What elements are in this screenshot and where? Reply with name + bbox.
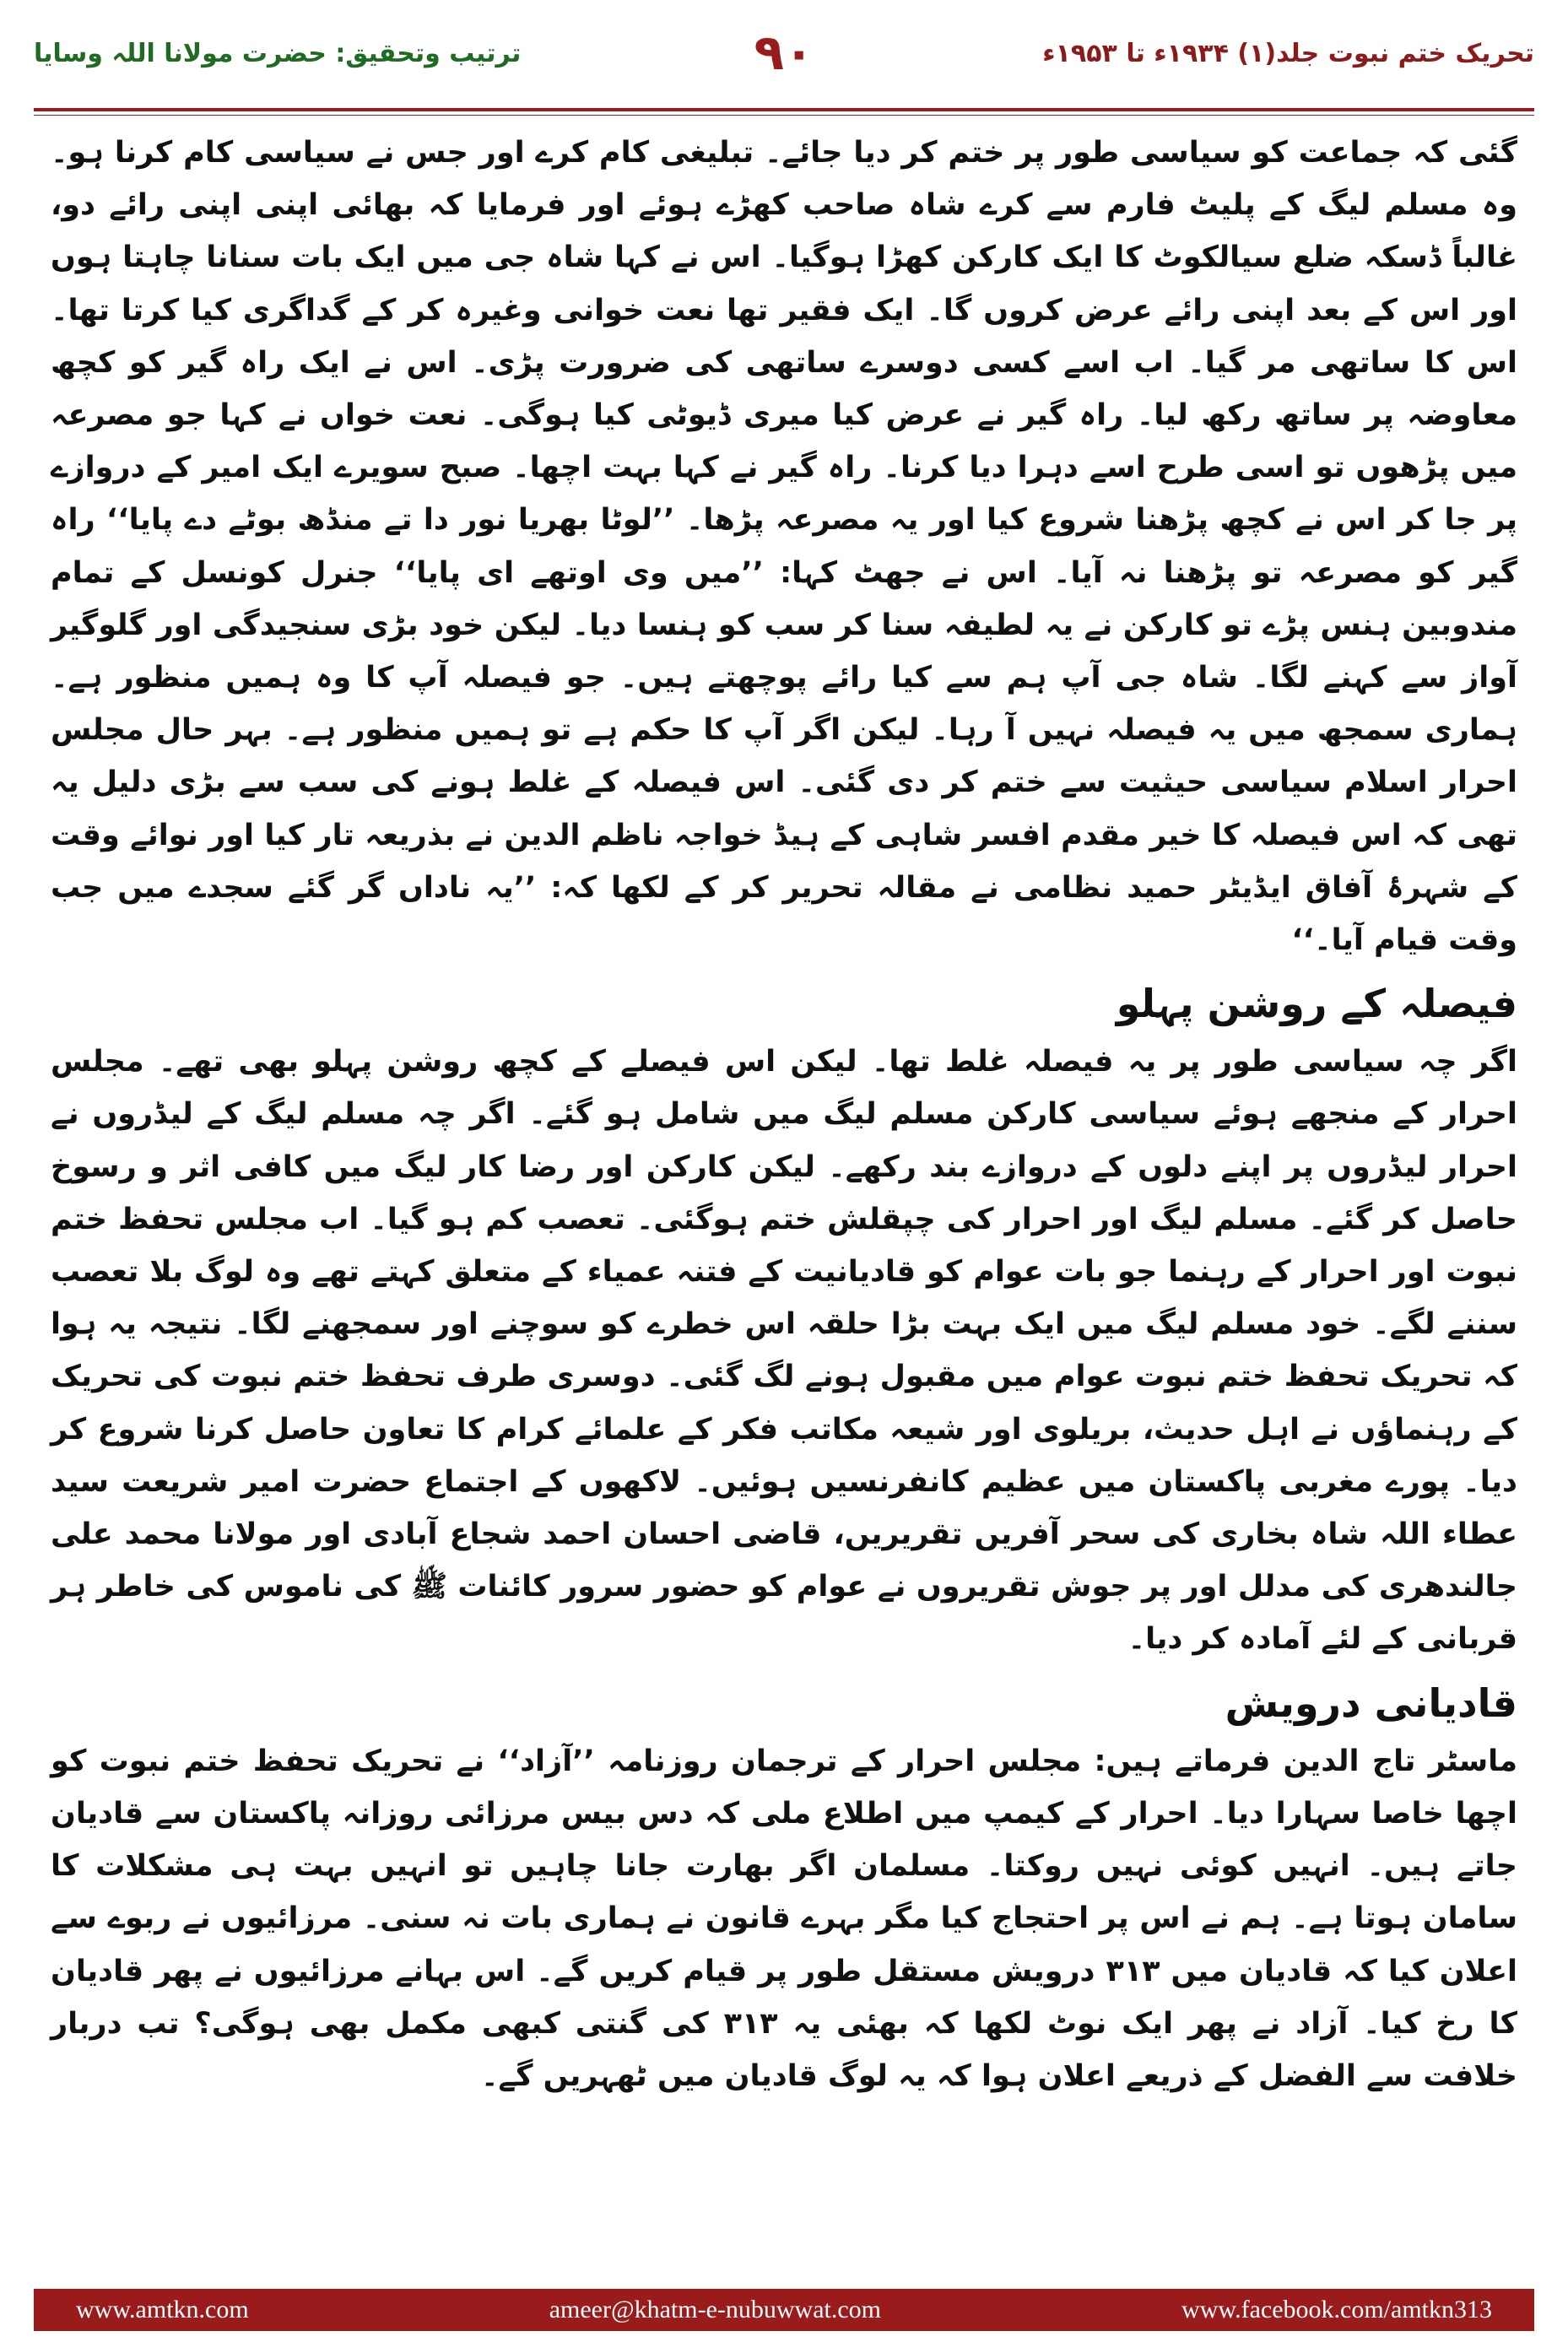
header-divider: [34, 108, 1534, 111]
footer-email-link[interactable]: ameer@khatm-e-nubuwwat.com: [549, 2296, 882, 2323]
footer-facebook-link[interactable]: www.facebook.com/amtkn313: [1181, 2296, 1492, 2323]
body-text: [51, 127, 1517, 2102]
section-heading-qadiani-darvesh: قادیانی درویش: [1225, 1679, 1517, 1726]
page-number: ۹۰: [754, 24, 814, 81]
paragraph-1: گئی کہ جماعت کو سیاسی طور پر ختم کر دیا جائے۔ تبلیغی کام کرے اور جس نے سیاسی کام کرنا ہو۔ وہ مسلم لیگ کے پلیٹ فارم سے کرے شاہ صاحب کھڑے ہوئے اور فرمایا کہ بھائی اپنی اپنی رائے دو، غالباً ڈسکہ ضلع سیالکوٹ کا ایک کارکن کھڑا ہوگیا۔ اس نے کہا شاہ جی میں ایک بات سنانا چاہتا ہوں اور اس کے بعد اپنی رائے عرض کروں گا۔ ایک فقیر تھا نعت خوانی وغیرہ کر کے گداگری کیا کرتا تھا۔ اس کا ساتھی مر گیا۔ اب اسے کسی دوسرے ساتھی کی ضرورت پڑی۔ اس نے ایک راہ گیر کو کچھ معاوضہ پر ساتھ رکھ لیا۔ راہ گیر نے عرض کیا میری ڈیوٹی کیا ہوگی۔ نعت خواں نے کہا جو مصرعہ میں پڑھوں تو اسی طرح اسے دہرا دیا کرنا۔ راہ گیر نے کہا بہت اچھا۔ صبح سویرے ایک امیر کے دروازے پر جا کر اس نے کچھ پڑھنا شروع کیا اور یہ مصرعہ پڑھا۔ ’’لوٹا بھریا نور دا تے منڈھ بوٹے دے پایا‘‘ راہ گیر کو مصرعہ تو پڑھنا نہ آیا۔ اس نے جھٹ کہا: ’’میں وی اوتھے ای پایا‘‘ جنرل کونسل کے تمام مندوبین ہنس پڑے تو کارکن نے یہ لطیفہ سنا کر سب کو ہنسا دیا۔ لیکن خود بڑی سنجیدگی اور گلوگیر آواز سے کہنے لگا۔ شاہ جی آپ ہم سے کیا رائے پوچھتے ہیں۔ جو فیصلہ آپ کا وہ ہمیں منظور ہے۔ ہماری سمجھ میں یہ فیصلہ نہیں آ رہا۔ لیکن اگر آپ کا حکم ہے تو ہمیں منظور ہے۔ بہر حال مجلس احرار اسلام سیاسی حیثیت سے ختم کر دی گئی۔ اس فیصلہ کے غلط ہونے کی سب سے بڑی دلیل یہ تھی کہ اس فیصلہ کا خیر مقدم افسر شاہی کے ہیڈ خواجہ ناظم الدین نے بذریعہ تار کیا اور نوائے وقت کے شہرۂ آفاق ایڈیٹر حمید نظامی نے مقالہ تحریر کر کے لکھا کہ: ’’یہ ناداں گر گئے سجدے میں جب وقت قیام آیا۔‘‘: [51, 136, 1517, 958]
section-heading-roshan-pehlu: فیصلہ کے روشن پہلو: [1116, 981, 1517, 1027]
paragraph-2: اگر چہ سیاسی طور پر یہ فیصلہ غلط تھا۔ لیکن اس فیصلے کے کچھ روشن پہلو بھی تھے۔ مجلس احرار کے منجھے ہوئے سیاسی کارکن مسلم لیگ میں شامل ہو گئے۔ اگر چہ مسلم لیگ کے لیڈروں نے احرار لیڈروں پر اپنے دلوں کے دروازے بند رکھے۔ لیکن کارکن اور رضا کار لیگ میں کافی اثر و رسوخ حاصل کر گئے۔ مسلم لیگ اور احرار کی چپقلش ختم ہوگئی۔ تعصب کم ہو گیا۔ اب مجلس تحفظ ختم نبوت اور احرار کے رہنما جو بات عوام کو قادیانیت کے فتنہ عمیاء کے متعلق کہتے تھے وہ لوگ بلا تعصب سننے لگے۔ خود مسلم لیگ میں ایک بہت بڑا حلقہ اس خطرے کو سوچنے اور سمجھنے لگا۔ نتیجہ یہ ہوا کہ تحریک تحفظ ختم نبوت عوام میں مقبول ہونے لگ گئی۔ دوسری طرف تحفظ ختم نبوت کی تحریک کے رہنماؤں نے اہل حدیث، بریلوی اور شیعہ مکاتب فکر کے علمائے کرام کا تعاون حاصل کرنا شروع کر دیا۔ پورے مغربی پاکستان میں عظیم کانفرنسیں ہوئیں۔ لاکھوں کے اجتماع حضرت امیر شریعت سید عطاء اللہ شاہ بخاری کی سحر آفریں تقریریں، قاضی احسان احمد شجاع آبادی اور مولانا محمد علی جالندھری کی مدلل اور پر جوش تقریروں نے عوام کو حضور سرور کائنات ﷺ کی ناموس کی خاطر ہر قربانی کے لئے آمادہ کر دیا۔: [51, 1045, 1517, 1657]
paragraph-3: ماسٹر تاج الدین فرماتے ہیں: مجلس احرار کے ترجمان روزنامہ ’’آزاد‘‘ نے تحریک تحفظ ختم نبوت کو اچھا خاصا سہارا دیا۔ احرار کے کیمپ میں اطلاع ملی کہ دس بیس مرزائی روزانہ پاکستان سے قادیان جاتے ہیں۔ انہیں کوئی نہیں روکتا۔ مسلمان اگر بھارت جانا چاہیں تو انہیں بہت ہی مشکلات کا سامان ہوتا ہے۔ ہم نے اس پر احتجاج کیا مگر بہرے قانون نے ہماری بات نہ سنی۔ مرزائیوں نے ربوے سے اعلان کیا کہ قادیان میں ۳۱۳ درویش مستقل طور پر قیام کریں گے۔ اس بہانے مرزائیوں نے پھر قادیان کا رخ کیا۔ آزاد نے پھر ایک نوٹ لکھا کہ بھئی یہ ۳۱۳ کی گنتی کبھی مکمل بھی ہوگی؟ تب دربار خلافت سے الفضل کے ذریعے اعلان ہوا کہ یہ لوگ قادیان میں ٹھہریں گے۔: [51, 1744, 1518, 2093]
footer-website-link[interactable]: www.amtkn.com: [76, 2296, 249, 2323]
book-title: تحریک ختم نبوت جلد(۱) ۱۹۳۴ء تا ۱۹۵۳ء: [1042, 39, 1534, 68]
page-footer: [34, 2289, 1534, 2331]
page-header: [34, 24, 1534, 100]
author-credit: ترتیب وتحقیق: حضرت مولانا اللہ وسایا: [34, 39, 522, 68]
header-divider-thin: [34, 115, 1534, 116]
